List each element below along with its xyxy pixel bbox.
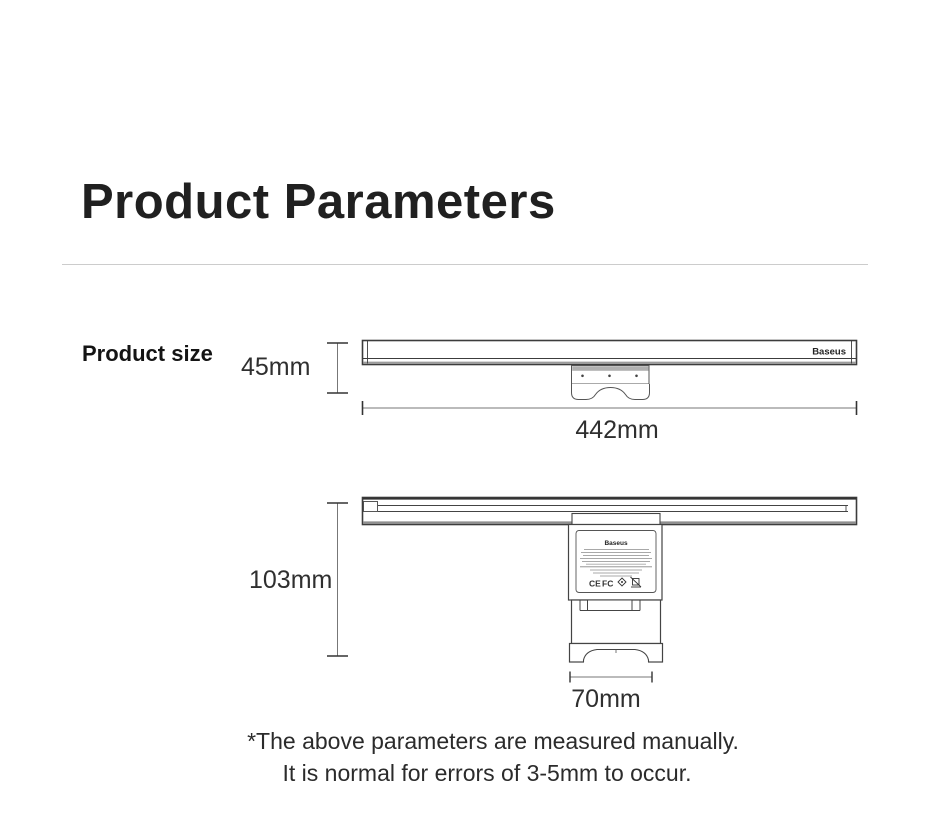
base-width-70-dimension-line	[570, 672, 652, 683]
regulatory-label	[576, 531, 656, 593]
front-clip-bracket	[572, 366, 650, 400]
height-45-label: 45mm	[241, 353, 311, 381]
back-view-diagram	[327, 498, 857, 683]
footnote-line-2: It is normal for errors of 3-5mm to occur.	[282, 760, 692, 786]
back-bar-end-button	[364, 502, 378, 512]
front-view-diagram	[327, 341, 857, 416]
stand-clamp-window	[588, 600, 633, 611]
label-brand-text: Baseus	[604, 540, 628, 547]
base-width-70-label: 70mm	[571, 685, 641, 713]
front-bar-outline	[363, 341, 857, 365]
page-title: Product Parameters	[81, 175, 556, 229]
height-103-label: 103mm	[249, 566, 333, 594]
stand-top-flange	[572, 514, 660, 525]
footnote-line-1: *The above parameters are measured manually.	[247, 728, 739, 754]
ce-mark-icon: CE	[589, 578, 601, 589]
width-442-label: 442mm	[575, 416, 659, 444]
bracket-screw-dot	[635, 375, 638, 378]
product-size-label: Product size	[82, 341, 213, 366]
bracket-screw-dot	[608, 375, 611, 378]
bracket-screw-dot	[581, 375, 584, 378]
stand-outline	[569, 514, 663, 665]
width-442-dimension-line	[363, 401, 857, 415]
height-45-dimension-line	[327, 343, 348, 393]
fcc-mark-icon: FC	[602, 578, 614, 589]
front-bar-brand-text: Baseus	[812, 346, 846, 358]
